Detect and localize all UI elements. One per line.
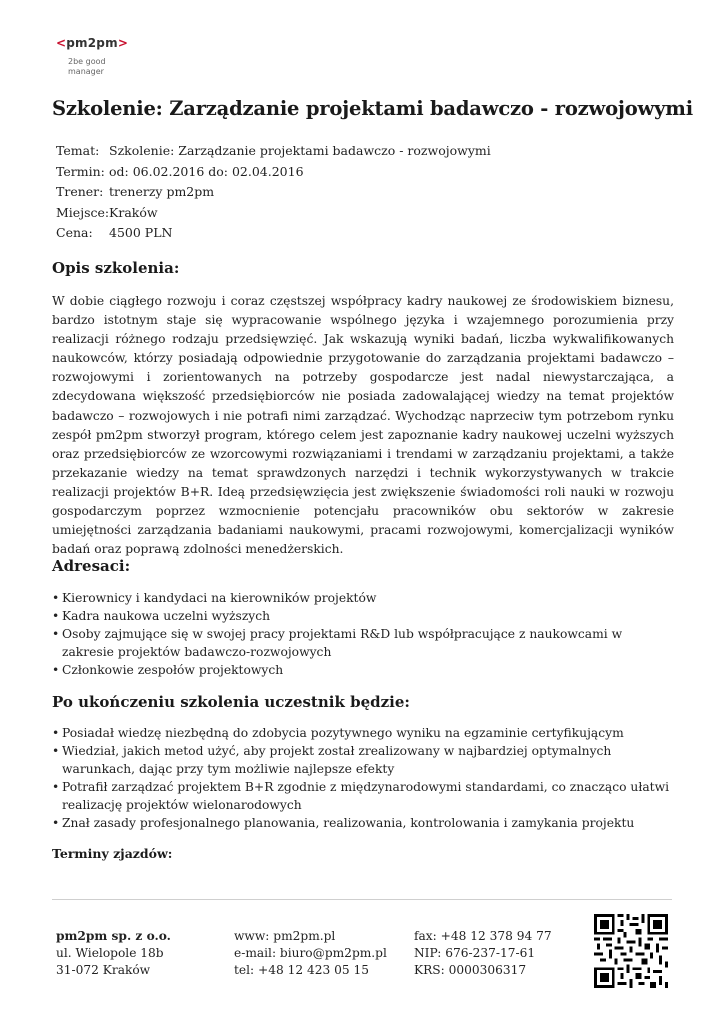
detail-value: 4500 PLN (109, 225, 173, 241)
footer-phone: tel: +48 12 423 05 15 (234, 962, 369, 977)
logo-wordmark (56, 36, 128, 50)
footer-divider (52, 899, 672, 900)
company-logo (56, 36, 128, 77)
footer-street: ul. Wielopole 18b (56, 945, 164, 960)
footer-city: 31-072 Kraków (56, 962, 151, 977)
logo-bracket-close: > (117, 36, 129, 50)
audience-list (52, 590, 674, 681)
footer-fax: fax: +48 12 378 94 77 (414, 929, 552, 943)
footer-krs: KRS: 0000306317 (414, 962, 527, 977)
footer-company-name: pm2pm sp. z o.o. (56, 929, 171, 943)
detail-label: Termin: (56, 163, 105, 179)
training-details (56, 141, 491, 244)
page-title: Szkolenie: Zarządzanie projektami badawczo - rozwojowymi (52, 97, 693, 120)
section-heading-outcomes: Po ukończeniu szkolenia uczestnik będzie: (52, 693, 410, 711)
list-item: • Osoby zajmujące się w swojej pracy projektami R&D lub współpracujące z naukowcami w zakresie projektów badawczo-rozwojowych (52, 626, 674, 662)
list-item: • Potrafił zarządzać projektem B+R zgodnie z międzynarodowymi standardami, co znacząco ułatwi realizację projektów wielonarodowych (52, 779, 674, 815)
detail-value: trenerzy pm2pm (109, 184, 215, 200)
detail-value: od: 06.02.2016 do: 02.04.2016 (109, 163, 304, 179)
detail-label: Trener: (56, 184, 104, 200)
detail-value: Szkolenie: Zarządzanie projektami badawczo - rozwojowymi (109, 143, 491, 158)
logo-tagline-line2: manager (68, 67, 104, 76)
list-item: • Posiadał wiedzę niezbędną do zdobycia pozytywnego wyniku na egzaminie certyfikującym (52, 725, 674, 743)
outcomes-list (52, 725, 674, 833)
logo-tagline-line1: 2be good (68, 57, 106, 66)
detail-row-topic (56, 141, 491, 162)
footer-contact (234, 928, 387, 978)
list-item: • Wiedział, jakich metod użyć, aby projekt został zrealizowany w najbardziej optymalnych warunkach, dając przy tym możliwie najlepsze efekty (52, 743, 674, 779)
list-item: • Członkowie zespołów projektowych (52, 662, 674, 680)
list-item: • Znał zasady profesjonalnego planowania, realizowania, kontrolowania i zamykania projektu (52, 815, 674, 833)
detail-row-date (56, 162, 491, 183)
footer-nip: NIP: 676-237-17-61 (414, 945, 536, 960)
list-item: • Kadra naukowa uczelni wyższych (52, 608, 674, 626)
qr-code-icon (594, 914, 668, 988)
detail-label: Cena: (56, 225, 93, 241)
description-paragraph: W dobie ciągłego rozwoju i coraz częstszej współpracy kadry naukowej ze środowiskiem biznesu, bardzo istotnym staje się wypracowanie wspólnego języka i wzajemnego porozumienia przy realizacji różnego rodzaju przedsięwzięć. Jak wskazują wyniki badań, liczba wykwalifikowanych naukowców, którzy posiadają odpowiednie przygotowanie do zarządzania projektami badawczo – rozwojowymi i zorientowanych na potrzeby gospodarcze jest nadal niewystarczająca, a zdecydowana większość przedsiębiorców nie posiada zadowalającej wiedzy na temat projektów badawczo – rozwojowych i nie potrafi nimi zarządzać. Wychodząc naprzeciw tym potrzebom rynku zespół pm2pm stworzył program, którego celem jest zapoznanie kadry naukowej uczelni wyższych oraz przedsiębiorców ze wzorcowymi rozwiązaniami i trendami w zarządzaniu projektami, a także przekazanie wiedzy na temat sprawdzonych narzędzi i technik wykorzystywanych w trakcie realizacji projektów B+R. Ideą przedsięwzięcia jest zwiększenie świadomości roli nauki w rozwoju gospodarczym poprzez wzmocnienie potencjału pracowników obu sektorów w zakresie umiejętności zarządzania badaniami naukowymi, pracami rozwojowymi, komercjalizacji wyników badań oraz poprawą zdolności menedżerskich. (52, 294, 674, 557)
footer-registry (414, 928, 552, 978)
detail-value: Kraków (109, 204, 158, 220)
detail-row-trainer (56, 182, 491, 203)
detail-label: Miejsce: (56, 204, 110, 220)
footer-website-link[interactable]: www: pm2pm.pl (234, 929, 336, 943)
detail-row-place (56, 203, 491, 224)
section-heading-audience: Adresaci: (52, 557, 131, 575)
footer-email-link[interactable]: e-mail: biuro@pm2pm.pl (234, 945, 387, 960)
logo-bracket-open: < (56, 36, 67, 50)
detail-label: Temat: (56, 143, 100, 158)
footer-address (56, 928, 171, 978)
list-item: • Kierownicy i kandydaci na kierowników projektów (52, 590, 674, 608)
section-heading-description: Opis szkolenia: (52, 259, 180, 277)
logo-tagline (68, 57, 128, 77)
section-heading-schedule: Terminy zjazdów: (52, 846, 173, 861)
detail-row-price (56, 223, 491, 244)
logo-name: pm2pm (66, 36, 118, 50)
